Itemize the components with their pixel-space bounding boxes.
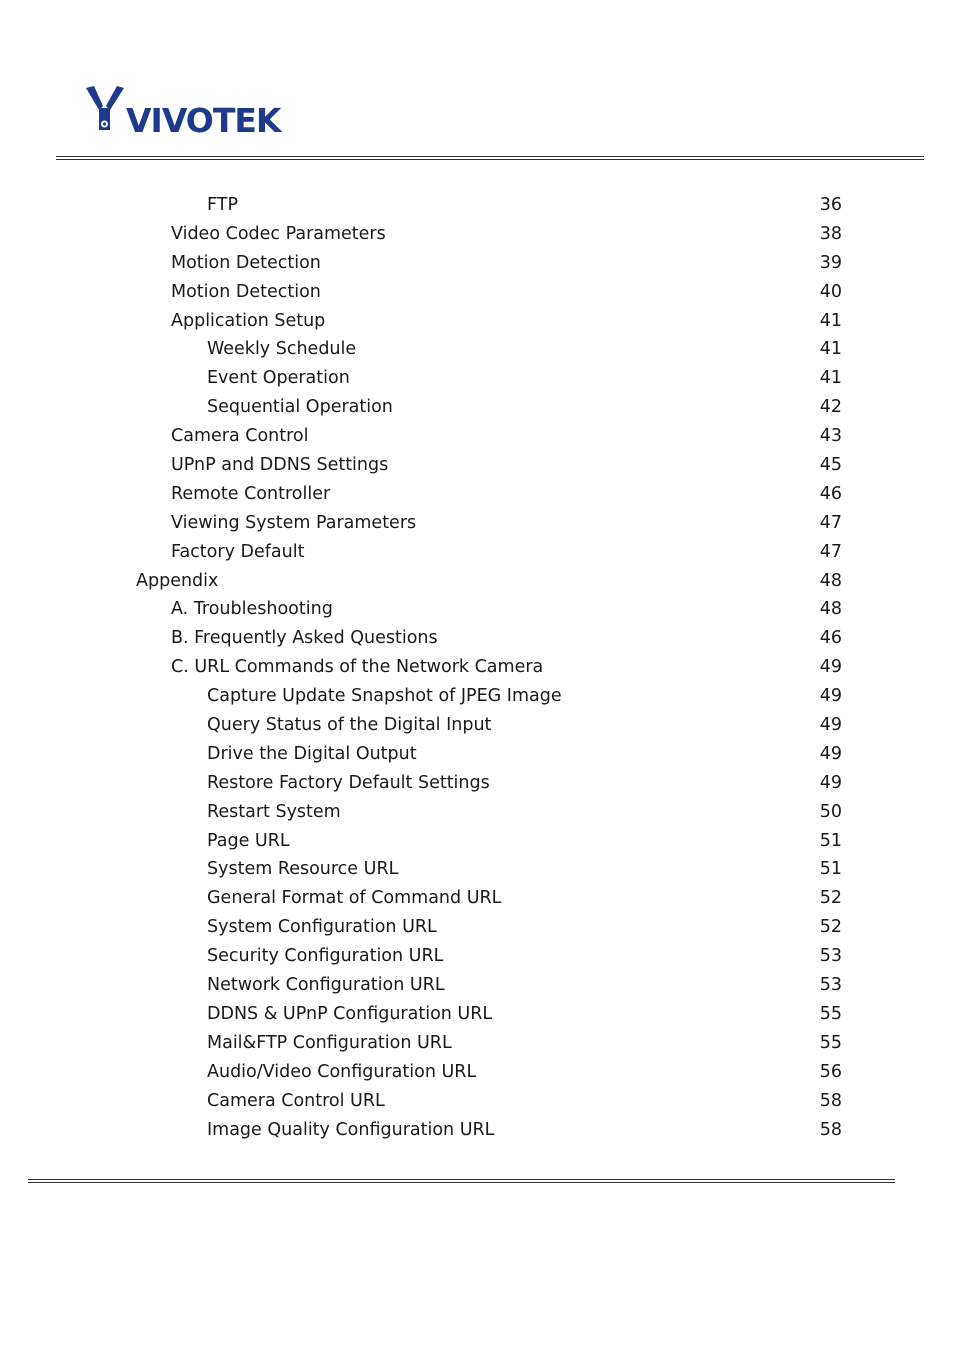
toc-entry-page-number: 46: [819, 483, 842, 504]
toc-entry-title: Audio/Video Configuration URL: [207, 1061, 477, 1082]
toc-entry[interactable]: [0, 798, 954, 827]
toc-entry-page-number: 42: [819, 397, 842, 418]
toc-entry[interactable]: [0, 971, 954, 1000]
toc-entry-title: Sequential Operation: [207, 397, 393, 418]
toc-entry-title: Page URL: [207, 830, 290, 851]
toc-entry[interactable]: [0, 480, 954, 509]
toc-entry-title: Weekly Schedule: [207, 339, 357, 360]
toc-entry-title: Motion Detection: [171, 252, 321, 273]
toc-entry-page-number: 52: [819, 888, 842, 909]
toc-entry[interactable]: [0, 422, 954, 451]
toc-entry[interactable]: [0, 393, 954, 422]
toc-entry[interactable]: [0, 278, 954, 307]
header-divider: [56, 156, 924, 160]
toc-entry[interactable]: [0, 1000, 954, 1029]
toc-entry-title: System Resource URL: [207, 859, 399, 880]
toc-entry-page-number: 48: [819, 599, 842, 620]
toc-entry-title: Network Configuration URL: [207, 975, 445, 996]
toc-entry-title: General Format of Command URL: [207, 888, 502, 909]
toc-entry-page-number: 58: [819, 1119, 842, 1140]
toc-entry-page-number: 41: [819, 310, 842, 331]
toc-entry-title: C. URL Commands of the Network Camera: [171, 657, 544, 678]
toc-entry-title: Motion Detection: [171, 281, 321, 302]
toc-entry[interactable]: [0, 220, 954, 249]
toc-entry-page-number: 41: [819, 368, 842, 389]
toc-entry-title: Appendix: [136, 570, 219, 591]
toc-entry[interactable]: [0, 567, 954, 596]
toc-entry-title: Event Operation: [207, 368, 350, 389]
toc-entry[interactable]: [0, 769, 954, 798]
toc-entry-page-number: 49: [819, 743, 842, 764]
toc-entry-title: Drive the Digital Output: [207, 743, 417, 764]
toc-entry-title: Factory Default: [171, 541, 305, 562]
toc-entry-page-number: 47: [819, 512, 842, 533]
toc-entry[interactable]: [0, 249, 954, 278]
toc-entry-page-number: 39: [819, 252, 842, 273]
toc-entry[interactable]: [0, 1087, 954, 1116]
toc-entry-page-number: 52: [819, 917, 842, 938]
toc-entry[interactable]: [0, 740, 954, 769]
camera-mascot-icon: [86, 86, 124, 130]
toc-entry-title: Query Status of the Digital Input: [207, 715, 492, 736]
toc-entry-page-number: 49: [819, 715, 842, 736]
toc-entry[interactable]: [0, 855, 954, 884]
toc-entry[interactable]: [0, 335, 954, 364]
toc-entry[interactable]: [0, 827, 954, 856]
toc-entry-page-number: 43: [819, 426, 842, 447]
toc-entry-title: DDNS & UPnP Configuration URL: [207, 1003, 493, 1024]
toc-entry-page-number: 48: [819, 570, 842, 591]
toc-entry-title: B. Frequently Asked Questions: [171, 628, 438, 649]
toc-entry[interactable]: [0, 653, 954, 682]
toc-entry[interactable]: [0, 451, 954, 480]
toc-entry[interactable]: [0, 364, 954, 393]
toc-entry[interactable]: [0, 1116, 954, 1145]
toc-entry-title: A. Troubleshooting: [171, 599, 333, 620]
toc-entry-title: Image Quality Configuration URL: [207, 1119, 495, 1140]
toc-entry[interactable]: [0, 624, 954, 653]
toc-entry-page-number: 51: [819, 830, 842, 851]
toc-entry-page-number: 53: [819, 975, 842, 996]
toc-entry[interactable]: [0, 913, 954, 942]
toc-entry[interactable]: [0, 1029, 954, 1058]
toc-entry-title: Mail&FTP Configuration URL: [207, 1032, 452, 1053]
toc-entry-title: Camera Control: [171, 426, 309, 447]
toc-entry[interactable]: [0, 595, 954, 624]
toc-entry-title: Camera Control URL: [207, 1090, 385, 1111]
toc-entry-page-number: 53: [819, 946, 842, 967]
toc-entry[interactable]: [0, 942, 954, 971]
toc-entry-page-number: 55: [819, 1003, 842, 1024]
toc-entry-page-number: 46: [819, 628, 842, 649]
toc-entry-page-number: 51: [819, 859, 842, 880]
toc-entry-page-number: 56: [819, 1061, 842, 1082]
toc-entry[interactable]: [0, 884, 954, 913]
toc-entry[interactable]: [0, 711, 954, 740]
toc-entry-page-number: 40: [819, 281, 842, 302]
toc-entry-page-number: 49: [819, 657, 842, 678]
toc-entry-title: FTP: [207, 195, 239, 215]
toc-entry[interactable]: [0, 307, 954, 336]
toc-entry-title: Viewing System Parameters: [171, 512, 417, 533]
toc-entry-title: Application Setup: [171, 310, 326, 331]
toc-entry-title: System Configuration URL: [207, 917, 437, 938]
toc-entry-page-number: 50: [819, 801, 842, 822]
toc-entry-title: Capture Update Snapshot of JPEG Image: [207, 686, 562, 707]
toc-entry[interactable]: [0, 191, 954, 220]
toc-entry-page-number: 58: [819, 1090, 842, 1111]
vivotek-logo-graphic: [84, 84, 294, 136]
toc-entry-title: Remote Controller: [171, 483, 331, 504]
toc-entry-page-number: 49: [819, 686, 842, 707]
toc-entry-page-number: 47: [819, 541, 842, 562]
toc-entry-page-number: 49: [819, 772, 842, 793]
toc-entry-title: Video Codec Parameters: [171, 223, 386, 244]
logo-wordmark: VIVOTEK: [126, 101, 281, 136]
footer-divider: [28, 1179, 895, 1183]
toc-entry-title: Restart System: [207, 801, 341, 822]
toc-entry[interactable]: [0, 538, 954, 567]
toc-entry-page-number: 38: [819, 223, 842, 244]
vivotek-logo: [84, 84, 294, 136]
toc-entry[interactable]: [0, 509, 954, 538]
table-of-contents: [0, 191, 954, 1144]
toc-entry-page-number: 55: [819, 1032, 842, 1053]
toc-entry[interactable]: [0, 1058, 954, 1087]
toc-entry-title: Restore Factory Default Settings: [207, 772, 490, 793]
toc-entry-page-number: 45: [819, 455, 842, 476]
toc-entry[interactable]: [0, 682, 954, 711]
toc-entry-title: Security Configuration URL: [207, 946, 444, 967]
toc-entry-title: UPnP and DDNS Settings: [171, 455, 389, 476]
toc-entry-page-number: 41: [819, 339, 842, 360]
toc-entry-page-number: 36: [819, 195, 842, 215]
